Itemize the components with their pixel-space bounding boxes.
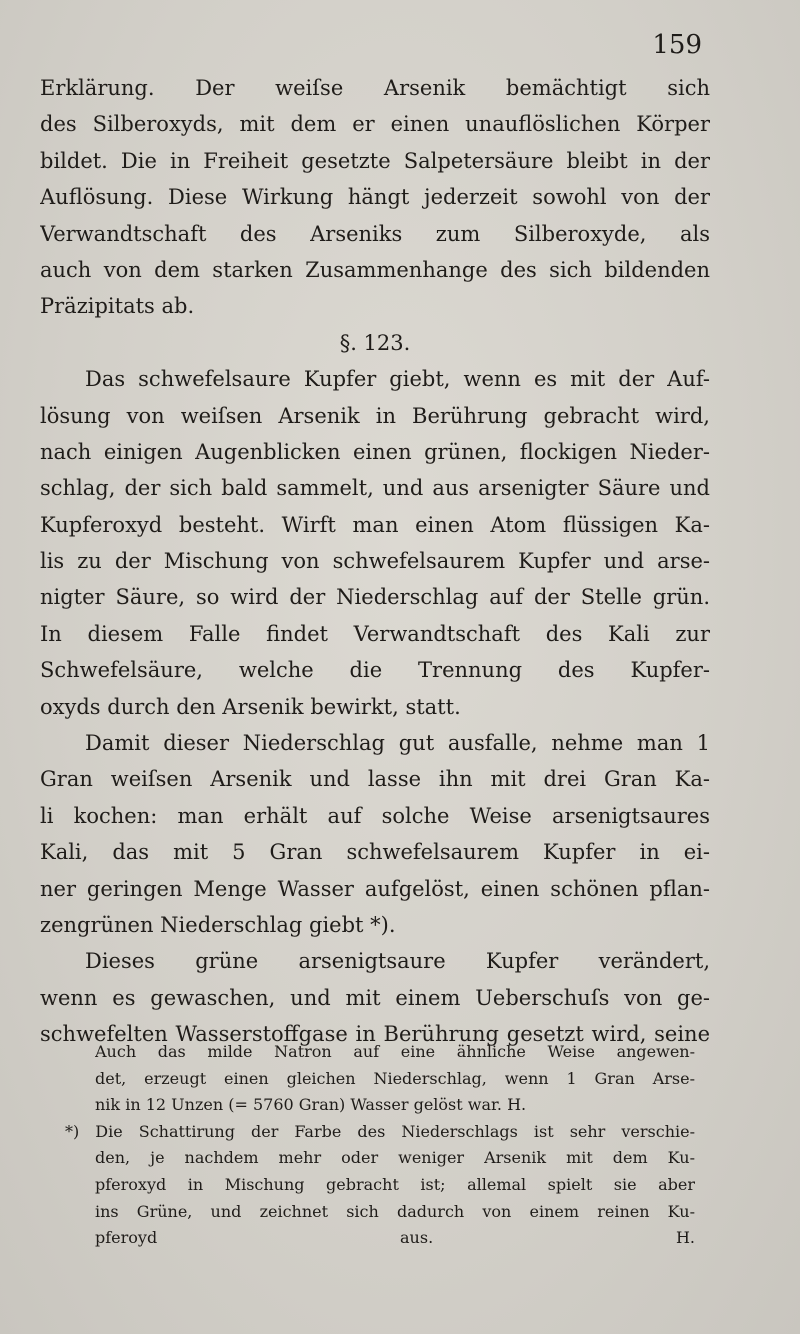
footnote-line: ins Grüne, und zeichnet sich dadurch von einem reinen Ku- — [95, 1201, 695, 1221]
text-line: schlag, der sich bald sammelt, und aus arsenigter Säure und — [40, 476, 710, 501]
text-line: auch von dem starken Zusammenhange des sich bildenden — [40, 257, 710, 282]
text-line: schwefelten Wasserstoffgase in Berührung gesetzt wird, seine — [40, 1022, 710, 1047]
page-number: 159 — [652, 30, 702, 60]
footnote-line: det, erzeugt einen gleichen Niederschlag, wenn 1 Gran Arse- — [95, 1068, 695, 1088]
text-line: In diesem Falle findet Verwandtschaft des Kali zur — [40, 621, 710, 646]
text-line: Damit dieser Niederschlag gut ausfalle, nehme man 1 — [85, 731, 710, 756]
text-line: bildet. Die in Freiheit gesetzte Salpetersäure bleibt in der — [40, 148, 710, 173]
text-line: nach einigen Augenblicken einen grünen, flockigen Nieder- — [40, 439, 710, 464]
text-line: Erklärung. Der weiſse Arsenik bemächtigt sich — [40, 76, 710, 100]
text-line: Schwefelsäure, welche die Trennung des Kupfer- — [40, 658, 710, 683]
footnotes — [65, 1039, 695, 1252]
text-line: Das schwefelsaure Kupfer giebt, wenn es mit der Auf- — [85, 367, 710, 392]
text-line: wenn es gewaschen, und mit einem Ueberschuſs von ge- — [40, 985, 710, 1010]
text-line: ner geringen Menge Wasser aufgelöst, einen schönen pflan- — [40, 876, 710, 901]
text-line: Präzipitats ab. — [40, 294, 195, 319]
main-text — [40, 70, 710, 1053]
text-line: lis zu der Mischung von schwefelsaurem Kupfer und arse- — [40, 549, 710, 574]
footnote-line: pferoxyd in Mischung gebracht ist; allemal spielt sie aber — [95, 1174, 695, 1194]
text-line: oxyds durch den Arsenik bewirkt, statt. — [40, 694, 461, 719]
text-line: des Silberoxyds, mit dem er einen unauflöslichen Körper — [40, 112, 710, 137]
footnote-line: den, je nachdem mehr oder weniger Arsenik mit dem Ku- — [95, 1148, 695, 1168]
text-line: Kupferoxyd besteht. Wirft man einen Atom flüssigen Ka- — [40, 512, 710, 537]
text-line: lösung von weiſsen Arsenik in Berührung gebracht wird, — [40, 403, 710, 428]
text-line: li kochen: man erhält auf solche Weise arsenigtsaures — [40, 803, 710, 828]
text-line: Verwandtschaft des Arseniks zum Silberoxyde, als — [40, 221, 710, 246]
footnote-line: Auch das milde Natron auf eine ähnliche Weise angewen- — [95, 1042, 695, 1061]
text-line: Dieses grüne arsenigtsaure Kupfer verändert, — [85, 949, 710, 974]
text-line: Kali, das mit 5 Gran schwefelsaurem Kupfer in ei- — [40, 840, 710, 865]
footnote-line: *) Die Schattirung der Farbe des Niederschlags ist sehr verschie- — [65, 1121, 695, 1141]
text-line: nigter Säure, so wird der Niederschlag auf der Stelle grün. — [40, 585, 710, 610]
text-line: Gran weiſsen Arsenik und lasse ihn mit drei Gran Ka- — [40, 767, 710, 792]
footnote-line: pferoyd aus. H. — [95, 1228, 695, 1248]
text-line: zengrünen Niederschlag giebt *). — [40, 912, 396, 937]
section-heading: §. 123. — [339, 330, 411, 355]
text-line: Auflösung. Diese Wirkung hängt jederzeit sowohl von der — [40, 185, 710, 210]
footnote-line: nik in 12 Unzen (= 5760 Gran) Wasser gelöst war. H. — [95, 1095, 527, 1115]
